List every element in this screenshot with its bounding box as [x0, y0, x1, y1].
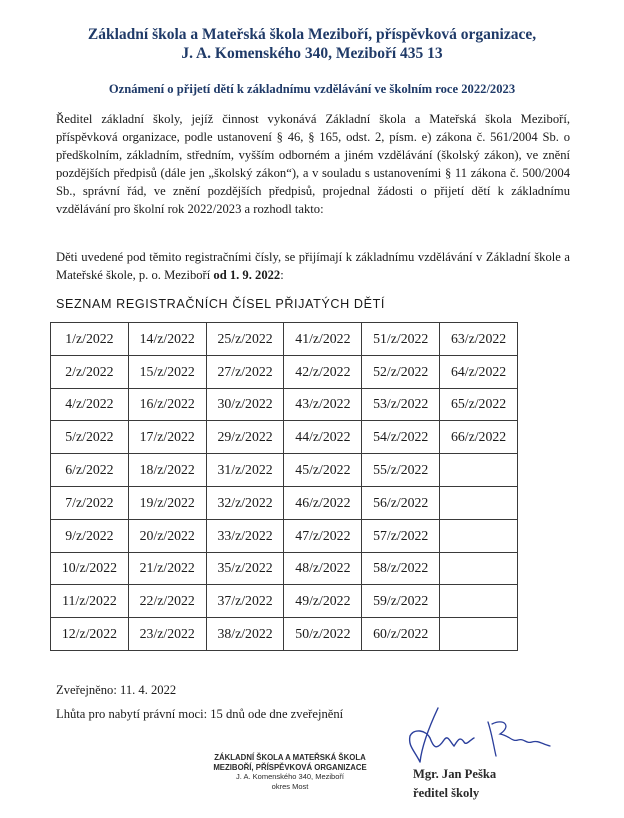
table-cell: 45/z/2022	[284, 454, 362, 487]
table-cell: 55/z/2022	[362, 454, 440, 487]
table-cell: 65/z/2022	[440, 388, 518, 421]
table-cell	[440, 585, 518, 618]
published-date: Zveřejněno: 11. 4. 2022	[56, 683, 177, 697]
signer-role: ředitel školy	[413, 786, 480, 800]
table-cell: 58/z/2022	[362, 552, 440, 585]
stamp-line-1: ZÁKLADNÍ ŠKOLA A MATEŘSKÁ ŠKOLA	[214, 753, 366, 762]
table-row	[51, 486, 518, 519]
table-cell: 15/z/2022	[128, 355, 206, 388]
table-row	[51, 519, 518, 552]
table-row	[51, 618, 518, 651]
school-address: J. A. Komenského 340, Meziboří 435 13	[181, 45, 443, 62]
table-row	[51, 421, 518, 454]
table-cell: 42/z/2022	[284, 355, 362, 388]
table-cell: 51/z/2022	[362, 323, 440, 356]
signer-name: Mgr. Jan Peška	[413, 767, 497, 781]
stamp-line-2: MEZIBOŘÍ, PŘÍSPĚVKOVÁ ORGANIZACE	[213, 762, 367, 772]
legal-deadline: Lhůta pro nabytí právní moci: 15 dnů ode dne zveřejnění	[56, 707, 344, 721]
table-cell: 63/z/2022	[440, 323, 518, 356]
table-cell: 56/z/2022	[362, 486, 440, 519]
table-cell: 14/z/2022	[128, 323, 206, 356]
table-cell: 53/z/2022	[362, 388, 440, 421]
table-cell: 33/z/2022	[206, 519, 284, 552]
table-cell: 18/z/2022	[128, 454, 206, 487]
handwritten-signature	[400, 700, 560, 770]
table-cell: 49/z/2022	[284, 585, 362, 618]
table-cell: 37/z/2022	[206, 585, 284, 618]
table-row	[51, 454, 518, 487]
table-row	[51, 355, 518, 388]
table-cell: 27/z/2022	[206, 355, 284, 388]
signature-stroke-2	[488, 722, 550, 756]
table-cell: 20/z/2022	[128, 519, 206, 552]
table-cell: 50/z/2022	[284, 618, 362, 651]
admission-paragraph	[56, 248, 570, 284]
school-name: Základní škola a Mateřská škola Meziboří, příspěvková organizace,	[87, 26, 537, 43]
table-cell: 22/z/2022	[128, 585, 206, 618]
signature-stroke	[410, 708, 474, 762]
table-cell: 16/z/2022	[128, 388, 206, 421]
table-cell: 47/z/2022	[284, 519, 362, 552]
table-cell: 43/z/2022	[284, 388, 362, 421]
registration-table	[50, 322, 518, 651]
table-cell: 54/z/2022	[362, 421, 440, 454]
school-stamp	[200, 753, 380, 791]
stamp-line-3: J. A. Komenského 340, Meziboří	[236, 772, 344, 781]
document-subtitle: Oznámení o přijetí dětí k základnímu vzdělávání ve školním roce 2022/2023	[108, 82, 516, 96]
table-cell: 17/z/2022	[128, 421, 206, 454]
table-cell: 7/z/2022	[51, 486, 129, 519]
table-cell: 12/z/2022	[51, 618, 129, 651]
table-cell	[440, 519, 518, 552]
table-cell: 59/z/2022	[362, 585, 440, 618]
table-cell: 25/z/2022	[206, 323, 284, 356]
table-cell: 46/z/2022	[284, 486, 362, 519]
table-row	[51, 585, 518, 618]
table-cell: 29/z/2022	[206, 421, 284, 454]
table-cell: 5/z/2022	[51, 421, 129, 454]
table-cell: 21/z/2022	[128, 552, 206, 585]
table-cell: 60/z/2022	[362, 618, 440, 651]
table-cell: 1/z/2022	[51, 323, 129, 356]
decision-paragraph: Ředitel základní školy, jejíž činnost vykonává Základní škola a Mateřská škola Meziboří, příspěvková organizace, podle ustanovení § 46, § 165, odst. 2, písm. e) zákona č. 561/2004 Sb. o předškolním, základním, středním, vyšším odborném a jiném vzdělávání (školský zákon), ve znění pozdějších předpisů (dále jen „školský zákon“), a v souladu s ustanoveními § 11 zákona č. 500/2004 Sb., správní řád, ve znění pozdějších předpisů, projednal žádosti o přijetí dětí k základnímu vzdělávání pro školní rok 2022/2023 a rozhodl takto:	[56, 112, 570, 216]
table-cell: 38/z/2022	[206, 618, 284, 651]
table-cell: 23/z/2022	[128, 618, 206, 651]
table-cell: 41/z/2022	[284, 323, 362, 356]
table-row	[51, 552, 518, 585]
table-cell: 52/z/2022	[362, 355, 440, 388]
stamp-line-4: okres Most	[271, 781, 309, 791]
table-cell: 48/z/2022	[284, 552, 362, 585]
table-cell: 57/z/2022	[362, 519, 440, 552]
signer-block	[413, 765, 496, 803]
table-cell: 64/z/2022	[440, 355, 518, 388]
admission-date: od 1. 9. 2022	[213, 268, 281, 282]
table-cell: 9/z/2022	[51, 519, 129, 552]
table-cell: 4/z/2022	[51, 388, 129, 421]
admission-text: Děti uvedené pod těmito registračními čísly, se přijímají k základnímu vzdělávání v Základní škole a Mateřské škole, p. o. Meziboří	[56, 250, 570, 282]
table-cell	[440, 454, 518, 487]
table-cell	[440, 552, 518, 585]
table-cell: 11/z/2022	[51, 585, 129, 618]
table-cell: 35/z/2022	[206, 552, 284, 585]
table-cell: 19/z/2022	[128, 486, 206, 519]
table-cell	[440, 618, 518, 651]
table-row	[51, 388, 518, 421]
table-cell: 32/z/2022	[206, 486, 284, 519]
table-cell: 2/z/2022	[51, 355, 129, 388]
admission-colon: :	[280, 268, 284, 282]
table-cell	[440, 486, 518, 519]
table-cell: 6/z/2022	[51, 454, 129, 487]
list-title: SEZNAM REGISTRAČNÍCH ČÍSEL PŘIJATÝCH DĚTÍ	[56, 297, 385, 311]
table-cell: 66/z/2022	[440, 421, 518, 454]
table-cell: 31/z/2022	[206, 454, 284, 487]
table-cell: 44/z/2022	[284, 421, 362, 454]
table-row	[51, 323, 518, 356]
table-cell: 10/z/2022	[51, 552, 129, 585]
table-cell: 30/z/2022	[206, 388, 284, 421]
